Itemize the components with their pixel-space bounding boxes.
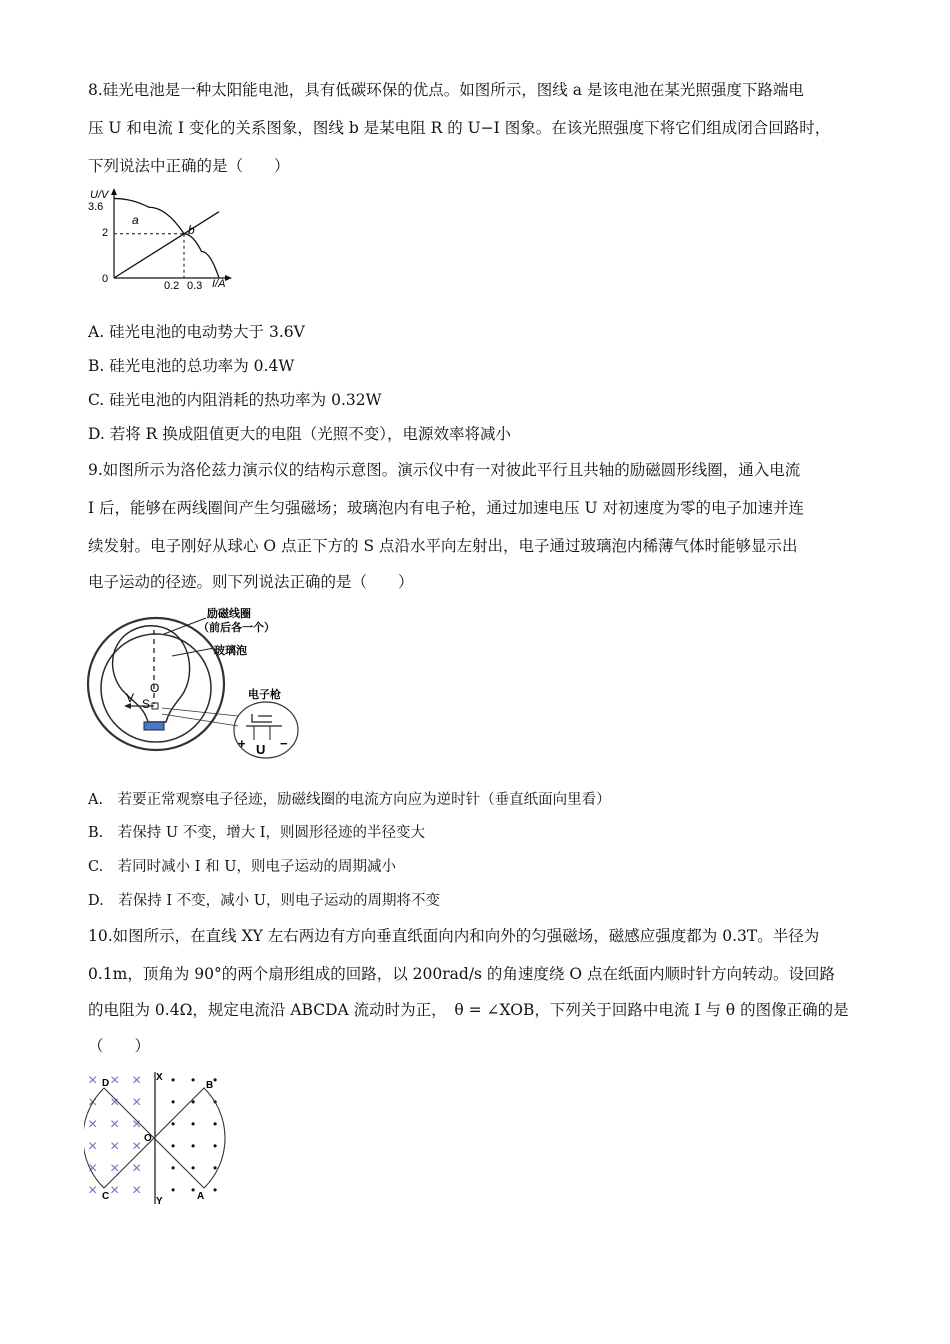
bulb-base <box>144 722 164 730</box>
q9-stem-line-4: 电子运动的径迹。则下列说法正确的是（ ） <box>88 573 414 591</box>
zoom-line-1 <box>162 708 238 716</box>
q9-option-d[interactable]: D. 若保持 I 不变，减小 U，则电子运动的周期将不变 <box>88 893 440 909</box>
cross-symbol: × <box>88 1072 98 1089</box>
y-axis-label: U/V <box>90 189 109 201</box>
q10-magnetic-field-figure <box>84 1068 234 1208</box>
dot-symbol: • <box>171 1161 176 1175</box>
zoom-line-2 <box>162 714 238 726</box>
dot-symbol: • <box>213 1095 218 1109</box>
q10-stem-line-4: （ ） <box>88 1037 151 1055</box>
series-a-curve <box>114 198 219 278</box>
cross-symbol: × <box>132 1094 142 1111</box>
q8-ui-graph <box>86 186 246 296</box>
coil-note: （前后各一个） <box>198 622 275 634</box>
q8-option-a[interactable]: A. 硅光电池的电动势大于 3.6V <box>88 323 305 341</box>
dot-symbol: • <box>213 1117 218 1131</box>
cross-symbol: × <box>132 1072 142 1089</box>
x-axis-arrow <box>225 275 232 281</box>
cross-symbol: × <box>110 1072 120 1089</box>
q9-option-b[interactable]: B. 若保持 U 不变，增大 I，则圆形径迹的半径变大 <box>88 825 426 841</box>
center-o-label: O <box>150 681 160 695</box>
coil-label: 励磁线圈 <box>207 608 251 620</box>
q8-option-b[interactable]: B. 硅光电池的总功率为 0.4W <box>88 357 295 375</box>
dot-symbol: • <box>171 1183 176 1197</box>
dot-symbol: • <box>171 1095 176 1109</box>
cross-symbol: × <box>88 1160 98 1177</box>
bulb-pointer <box>172 648 214 656</box>
q8-axes <box>111 188 232 281</box>
b-label: B <box>206 1080 214 1091</box>
point-s-label: S <box>142 697 151 711</box>
left-field-crosses <box>88 1072 141 1199</box>
c-label: C <box>102 1191 110 1202</box>
dot-symbol: • <box>213 1139 218 1153</box>
gun-leads <box>254 726 270 740</box>
q9-stem-line-3: 续发射。电子刚好从球心 O 点正下方的 S 点沿水平向左射出，电子通过玻璃泡内稀薄气体时能够显示出 <box>88 537 798 555</box>
cross-symbol: × <box>110 1116 120 1133</box>
dot-symbol: • <box>171 1117 176 1131</box>
x-label: X <box>156 1072 163 1083</box>
gun-electrodes <box>246 714 282 726</box>
q9-stem-line-2: I 后，能够在两线圈间产生匀强磁场；玻璃泡内有电子枪，通过加速电压 U 对初速度为零的电子加速并连 <box>88 499 804 517</box>
dot-symbol: • <box>213 1183 218 1197</box>
x-tick-0-3: 0.3 <box>187 280 203 292</box>
q9-stem-line-1: 9.如图所示为洛伦兹力演示仪的结构示意图。演示仪中有一对彼此平行且共轴的励磁圆形线圈，通入电流 <box>88 461 801 479</box>
q10-stem-line-3: 的电阻为 0.4Ω，规定电流沿 ABCDA 流动时为正， θ = ∠XOB，下列关于回路中电流 I 与 θ 的图像正确的是 <box>88 1001 849 1019</box>
y-tick-3-6: 3.6 <box>88 201 104 213</box>
origin-label: 0 <box>102 273 109 285</box>
x-axis-label: I/A <box>212 278 226 290</box>
q10-stem-line-2: 0.1m，顶角为 90°的两个扇形组成的回路，以 200rad/s 的角速度绕 O 点在纸面内顺时针方向转动。设回路 <box>88 965 835 983</box>
voltage-u-label: U <box>256 742 266 757</box>
cross-symbol: × <box>132 1160 142 1177</box>
cross-symbol: × <box>132 1138 142 1155</box>
gun-label: 电子枪 <box>248 689 281 701</box>
cross-symbol: × <box>110 1160 120 1177</box>
a-label: A <box>197 1191 205 1202</box>
q10-stem-line-1: 10.如图所示，在直线 XY 左右两边有方向垂直纸面向内和向外的匀强磁场，磁感应强度都为 0.3T。半径为 <box>88 927 820 945</box>
y-tick-2: 2 <box>102 227 109 239</box>
dot-symbol: • <box>213 1073 218 1087</box>
cross-symbol: × <box>110 1182 120 1199</box>
dot-symbol: • <box>171 1139 176 1153</box>
series-b-line <box>114 212 219 278</box>
cross-symbol: × <box>110 1138 120 1155</box>
q8-stem-line-2: 压 U 和电流 I 变化的关系图象，图线 b 是某电阻 R 的 U−I 图象。在该光照强度下将它们组成闭合回路时， <box>88 119 831 137</box>
plus-sign: + <box>238 736 246 751</box>
q8-option-d[interactable]: D. 若将 R 换成阻值更大的电阻（光照不变），电源效率将减小 <box>88 425 512 443</box>
dot-symbol: • <box>213 1161 218 1175</box>
dot-symbol: • <box>191 1139 196 1153</box>
cross-symbol: × <box>88 1138 98 1155</box>
x-tick-0-2: 0.2 <box>164 280 180 292</box>
series-a-label: a <box>132 213 139 227</box>
dot-symbol: • <box>191 1095 196 1109</box>
bulb-label: 玻璃泡 <box>214 645 247 657</box>
cross-symbol: × <box>88 1116 98 1133</box>
glass-bulb <box>113 626 190 722</box>
q8-stem-line-3: 下列说法中正确的是（ ） <box>88 157 290 175</box>
q8-plot-area <box>114 198 219 278</box>
q9-lorentz-apparatus-figure <box>86 604 308 760</box>
cross-symbol: × <box>110 1094 120 1111</box>
d-label: D <box>102 1078 110 1089</box>
cross-symbol: × <box>132 1182 142 1199</box>
q9-option-a[interactable]: A. 若要正常观察电子径迹，励磁线圈的电流方向应为逆时针（垂直纸面向里看） <box>88 792 611 808</box>
q8-option-c[interactable]: C. 硅光电池的内阻消耗的热功率为 0.32W <box>88 391 382 409</box>
dot-symbol: • <box>171 1073 176 1087</box>
q8-stem-line-1: 8.硅光电池是一种太阳能电池，具有低碳环保的优点。如图所示，图线 a 是该电池在某光照强度下路端电 <box>88 81 804 99</box>
cross-symbol: × <box>88 1182 98 1199</box>
q9-option-c[interactable]: C. 若同时减小 I 和 U，则电子运动的周期减小 <box>88 859 396 875</box>
o-label: O <box>144 1133 152 1144</box>
y-axis-arrow <box>111 188 117 195</box>
series-b-label: b <box>188 223 195 237</box>
minus-sign: − <box>280 736 288 751</box>
velocity-v-label: V <box>126 691 135 705</box>
y-label: Y <box>156 1196 163 1207</box>
dot-symbol: • <box>191 1117 196 1131</box>
dot-symbol: • <box>191 1073 196 1087</box>
dot-symbol: • <box>191 1183 196 1197</box>
cross-symbol: × <box>88 1094 98 1111</box>
cross-symbol: × <box>132 1116 142 1133</box>
dot-symbol: • <box>191 1161 196 1175</box>
